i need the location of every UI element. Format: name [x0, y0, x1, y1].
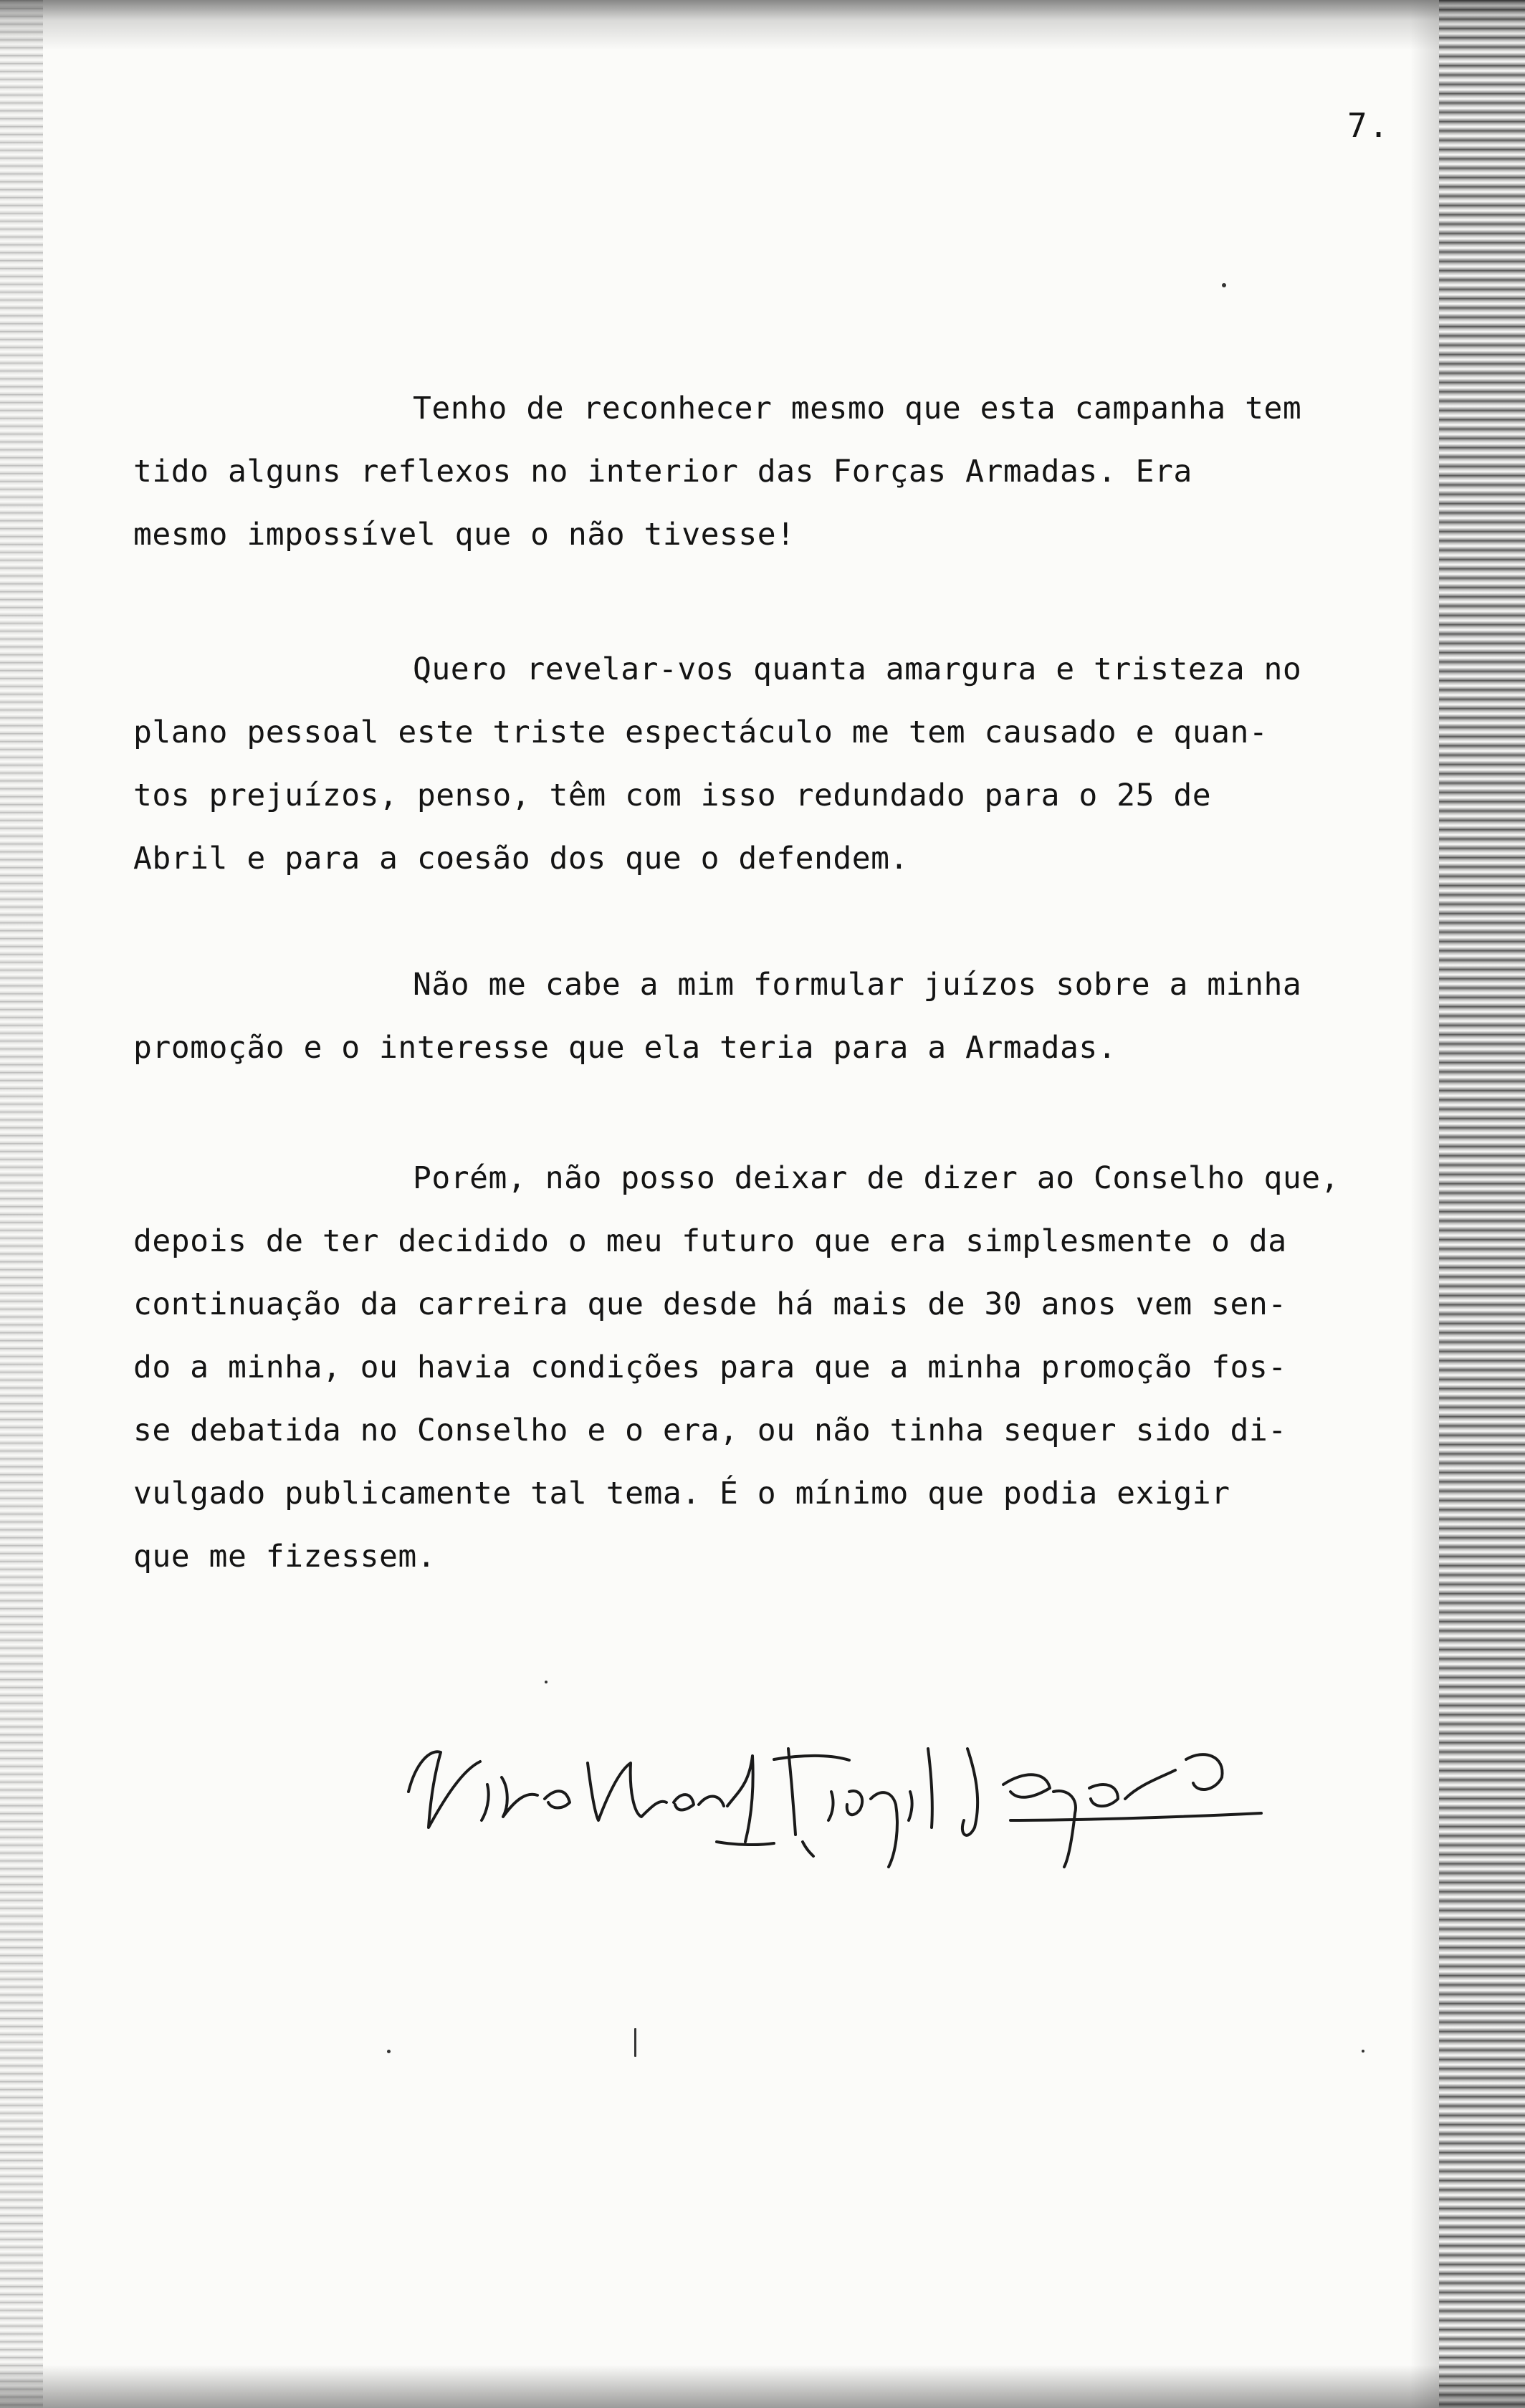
handwritten-signature	[401, 1720, 1283, 1870]
scan-speck	[545, 1681, 548, 1683]
paragraph-4	[133, 1147, 1416, 1588]
paragraph-2-body: plano pessoal este triste espectáculo me tem causado e quan- tos prejuízos, penso, têm com isso redundado para o 25 de Abril e para a coesão dos que o defendem.	[133, 715, 1268, 876]
paragraph-2	[133, 638, 1416, 890]
paragraph-4-first-line: Porém, não posso deixar de dizer ao Conselho que,	[413, 1160, 1340, 1196]
paragraph-1	[133, 377, 1416, 566]
page-number: 7.	[1347, 106, 1390, 145]
scan-edge-bottom	[0, 2365, 1525, 2408]
scan-speck	[634, 2028, 636, 2057]
paragraph-1-body: tido alguns reflexos no interior das Forças Armadas. Era mesmo impossível que o não tivesse!	[133, 454, 1192, 553]
paragraph-3	[133, 953, 1416, 1079]
paragraph-3-first-line: Não me cabe a mim formular juízos sobre a minha	[413, 967, 1302, 1003]
paragraph-4-body: depois de ter decidido o meu futuro que era simplesmente o da continuação da carreira que desde há mais de 30 anos vem sen- do a minha, ou havia condições para que a minha promoção fos- se debatida no Conselho e o era, ou não tinha sequer sido di- vulgado publicamente tal tema. É o mínimo que podia exigir que me fizessem.	[133, 1223, 1287, 1575]
scan-speck	[387, 2050, 391, 2053]
scan-speck	[1362, 2050, 1364, 2053]
paragraph-1-first-line: Tenho de reconhecer mesmo que esta campanha tem	[413, 391, 1302, 426]
scan-speck	[1222, 283, 1226, 287]
scan-edge-left	[0, 0, 43, 2408]
scan-edge-top	[0, 0, 1525, 50]
paragraph-2-first-line: Quero revelar-vos quanta amargura e tristeza no	[413, 651, 1302, 687]
scan-edge-right	[1439, 0, 1525, 2408]
paragraph-3-body: promoção e o interesse que ela teria para a Armadas.	[133, 1030, 1117, 1066]
